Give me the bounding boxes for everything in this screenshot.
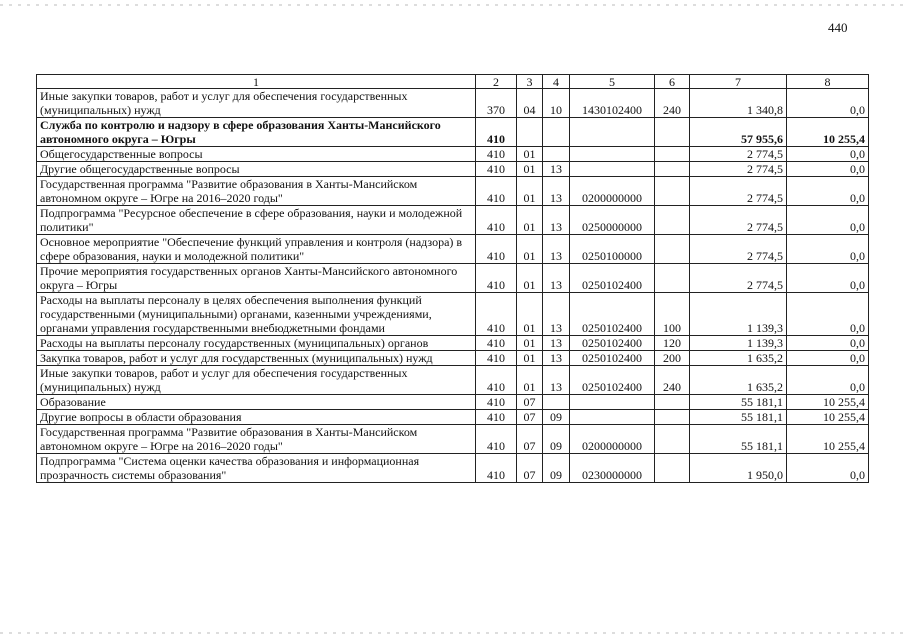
expense-type-cell (655, 177, 690, 206)
amount-cell: 0,0 (787, 264, 869, 293)
column-number: 2 (476, 75, 517, 89)
table-row (37, 336, 869, 351)
section-code-cell: 07 (517, 454, 543, 483)
target-article-cell: 0200000000 (570, 177, 655, 206)
amount-cell: 1 635,2 (690, 351, 787, 366)
row-name-cell: Закупка товаров, работ и услуг для государственных (муниципальных) нужд (37, 351, 476, 366)
amount-cell: 1 340,8 (690, 89, 787, 118)
grbs-code-cell: 410 (476, 454, 517, 483)
table-row (37, 118, 869, 147)
section-code-cell: 01 (517, 336, 543, 351)
target-article-cell (570, 118, 655, 147)
grbs-code-cell: 410 (476, 177, 517, 206)
table-row (37, 89, 869, 118)
target-article-cell: 0250100000 (570, 235, 655, 264)
amount-cell: 2 774,5 (690, 235, 787, 264)
section-code-cell: 07 (517, 395, 543, 410)
section-code-cell (517, 118, 543, 147)
grbs-code-cell: 410 (476, 366, 517, 395)
amount-cell: 0,0 (787, 293, 869, 336)
expense-type-cell: 240 (655, 366, 690, 395)
grbs-code-cell: 410 (476, 293, 517, 336)
section-code-cell: 01 (517, 264, 543, 293)
subsection-code-cell: 13 (543, 264, 570, 293)
subsection-code-cell: 09 (543, 425, 570, 454)
target-article-cell (570, 147, 655, 162)
amount-cell: 1 635,2 (690, 366, 787, 395)
row-name-cell: Другие общегосударственные вопросы (37, 162, 476, 177)
row-name-cell: Иные закупки товаров, работ и услуг для обеспечения государственных (муниципальных) нужд (37, 366, 476, 395)
subsection-code-cell: 13 (543, 206, 570, 235)
table-row (37, 351, 869, 366)
row-name-cell: Образование (37, 395, 476, 410)
amount-cell: 55 181,1 (690, 425, 787, 454)
amount-cell: 0,0 (787, 206, 869, 235)
target-article-cell (570, 162, 655, 177)
column-number: 8 (787, 75, 869, 89)
amount-cell: 2 774,5 (690, 206, 787, 235)
section-code-cell: 01 (517, 147, 543, 162)
table-row (37, 425, 869, 454)
section-code-cell: 01 (517, 293, 543, 336)
target-article-cell: 0250102400 (570, 293, 655, 336)
expense-type-cell (655, 118, 690, 147)
amount-cell: 0,0 (787, 351, 869, 366)
column-number: 1 (37, 75, 476, 89)
subsection-code-cell: 09 (543, 454, 570, 483)
column-number: 3 (517, 75, 543, 89)
expense-type-cell (655, 395, 690, 410)
expense-type-cell: 100 (655, 293, 690, 336)
grbs-code-cell: 410 (476, 351, 517, 366)
expense-type-cell (655, 162, 690, 177)
column-number-row (37, 75, 869, 89)
target-article-cell: 0250102400 (570, 351, 655, 366)
table-row (37, 366, 869, 395)
table-body (37, 89, 869, 483)
table-row (37, 293, 869, 336)
target-article-cell: 0250102400 (570, 264, 655, 293)
amount-cell: 55 181,1 (690, 395, 787, 410)
target-article-cell: 0200000000 (570, 425, 655, 454)
amount-cell: 1 139,3 (690, 293, 787, 336)
scan-edge-top (0, 4, 905, 6)
expense-type-cell: 200 (655, 351, 690, 366)
section-code-cell: 01 (517, 235, 543, 264)
amount-cell: 0,0 (787, 235, 869, 264)
grbs-code-cell: 410 (476, 162, 517, 177)
amount-cell: 0,0 (787, 162, 869, 177)
column-number: 5 (570, 75, 655, 89)
expense-type-cell (655, 410, 690, 425)
target-article-cell: 0250102400 (570, 366, 655, 395)
subsection-code-cell: 10 (543, 89, 570, 118)
section-code-cell: 01 (517, 351, 543, 366)
column-number: 4 (543, 75, 570, 89)
row-name-cell: Подпрограмма "Система оценки качества образования и информационная прозрачность системы образования" (37, 454, 476, 483)
amount-cell: 0,0 (787, 177, 869, 206)
amount-cell: 10 255,4 (787, 118, 869, 147)
amount-cell: 10 255,4 (787, 425, 869, 454)
expense-type-cell (655, 235, 690, 264)
row-name-cell: Государственная программа "Развитие образования в Ханты-Мансийском автономном округе – Югре на 2016–2020 годы" (37, 425, 476, 454)
amount-cell: 2 774,5 (690, 264, 787, 293)
table-row (37, 162, 869, 177)
section-code-cell: 01 (517, 177, 543, 206)
grbs-code-cell: 410 (476, 410, 517, 425)
row-name-cell: Общегосударственные вопросы (37, 147, 476, 162)
grbs-code-cell: 410 (476, 395, 517, 410)
column-number: 7 (690, 75, 787, 89)
row-name-cell: Иные закупки товаров, работ и услуг для обеспечения государственных (муниципальных) нужд (37, 89, 476, 118)
amount-cell: 2 774,5 (690, 162, 787, 177)
grbs-code-cell: 410 (476, 336, 517, 351)
amount-cell: 1 950,0 (690, 454, 787, 483)
row-name-cell: Служба по контролю и надзору в сфере образования Ханты-Мансийского автономного округа – Югры (37, 118, 476, 147)
amount-cell: 10 255,4 (787, 395, 869, 410)
expense-type-cell (655, 264, 690, 293)
amount-cell: 55 181,1 (690, 410, 787, 425)
table-row (37, 454, 869, 483)
scan-edge-bottom (0, 632, 905, 634)
target-article-cell: 1430102400 (570, 89, 655, 118)
subsection-code-cell: 13 (543, 293, 570, 336)
expense-type-cell: 120 (655, 336, 690, 351)
row-name-cell: Подпрограмма "Ресурсное обеспечение в сфере образования, науки и молодежной политики" (37, 206, 476, 235)
row-name-cell: Другие вопросы в области образования (37, 410, 476, 425)
section-code-cell: 07 (517, 425, 543, 454)
grbs-code-cell: 410 (476, 118, 517, 147)
amount-cell: 2 774,5 (690, 147, 787, 162)
section-code-cell: 07 (517, 410, 543, 425)
table-row (37, 264, 869, 293)
amount-cell: 1 139,3 (690, 336, 787, 351)
target-article-cell (570, 410, 655, 425)
target-article-cell: 0250000000 (570, 206, 655, 235)
subsection-code-cell (543, 395, 570, 410)
grbs-code-cell: 370 (476, 89, 517, 118)
subsection-code-cell: 13 (543, 336, 570, 351)
subsection-code-cell: 13 (543, 351, 570, 366)
target-article-cell: 0230000000 (570, 454, 655, 483)
subsection-code-cell: 13 (543, 235, 570, 264)
section-code-cell: 01 (517, 366, 543, 395)
row-name-cell: Расходы на выплаты персоналу в целях обеспечения выполнения функций государственными (муниципальными) органами, казенными учреждениями, органами управления государственными внебюджетными фондами (37, 293, 476, 336)
grbs-code-cell: 410 (476, 264, 517, 293)
subsection-code-cell (543, 118, 570, 147)
expense-type-cell (655, 206, 690, 235)
grbs-code-cell: 410 (476, 147, 517, 162)
table-row (37, 177, 869, 206)
subsection-code-cell: 13 (543, 162, 570, 177)
row-name-cell: Государственная программа "Развитие образования в Ханты-Мансийском автономном округе – Югре на 2016–2020 годы" (37, 177, 476, 206)
amount-cell: 0,0 (787, 89, 869, 118)
grbs-code-cell: 410 (476, 425, 517, 454)
table-row (37, 147, 869, 162)
expense-type-cell (655, 147, 690, 162)
amount-cell: 0,0 (787, 336, 869, 351)
amount-cell: 57 955,6 (690, 118, 787, 147)
target-article-cell (570, 395, 655, 410)
amount-cell: 0,0 (787, 147, 869, 162)
target-article-cell: 0250102400 (570, 336, 655, 351)
section-code-cell: 01 (517, 162, 543, 177)
table-row (37, 206, 869, 235)
row-name-cell: Расходы на выплаты персоналу государственных (муниципальных) органов (37, 336, 476, 351)
budget-table (36, 74, 869, 483)
grbs-code-cell: 410 (476, 206, 517, 235)
table-row (37, 235, 869, 264)
grbs-code-cell: 410 (476, 235, 517, 264)
subsection-code-cell: 13 (543, 366, 570, 395)
amount-cell: 10 255,4 (787, 410, 869, 425)
section-code-cell: 01 (517, 206, 543, 235)
expense-type-cell: 240 (655, 89, 690, 118)
row-name-cell: Прочие мероприятия государственных органов Ханты-Мансийского автономного округа – Югры (37, 264, 476, 293)
amount-cell: 0,0 (787, 454, 869, 483)
row-name-cell: Основное мероприятие "Обеспечение функций управления и контроля (надзора) в сфере образования, науки и молодежной политики" (37, 235, 476, 264)
amount-cell: 2 774,5 (690, 177, 787, 206)
expense-type-cell (655, 425, 690, 454)
expense-type-cell (655, 454, 690, 483)
amount-cell: 0,0 (787, 366, 869, 395)
section-code-cell: 04 (517, 89, 543, 118)
subsection-code-cell: 09 (543, 410, 570, 425)
subsection-code-cell (543, 147, 570, 162)
page-number: 440 (828, 20, 848, 35)
column-number: 6 (655, 75, 690, 89)
table-row (37, 395, 869, 410)
subsection-code-cell: 13 (543, 177, 570, 206)
table-row (37, 410, 869, 425)
